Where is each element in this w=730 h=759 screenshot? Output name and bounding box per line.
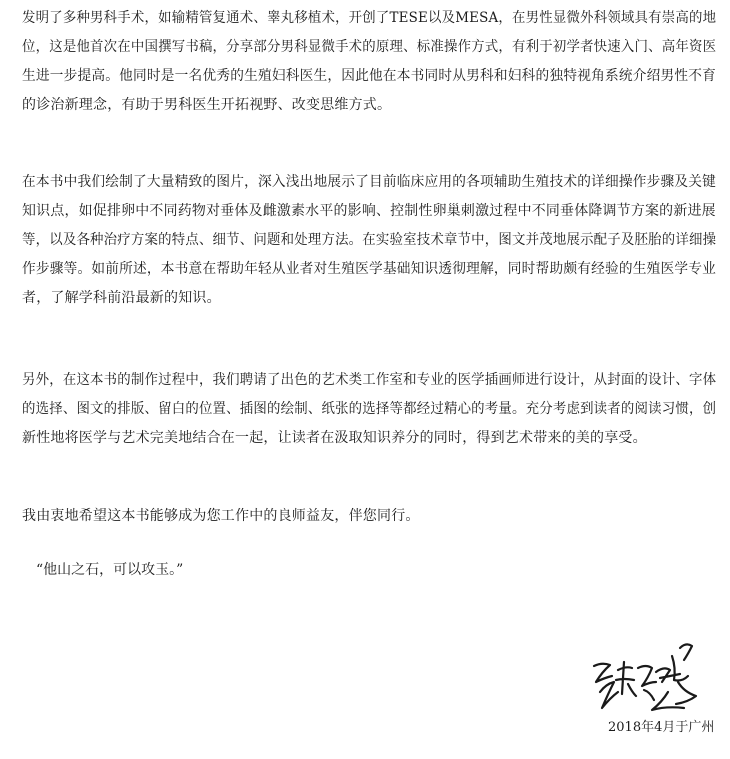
handwritten-signature [588,632,706,718]
text-line: 者，了解学科前沿最新的知识。 [22,290,221,306]
text-line: 作步骤等。如前所述，本书意在帮助年轻从业者对生殖医学基础知识透彻理解，同时帮助颇有经验的生殖医学专业 [22,261,716,277]
paragraph-1 [22,4,716,120]
text-line: 另外，在这本书的制作过程中，我们聘请了出色的艺术类工作室和专业的医学插画师进行设计，从封面的设计、字体 [22,372,717,388]
text-line: 新性地将医学与艺术完美地结合在一起，让读者在汲取知识养分的同时，得到艺术带来的美的享受。 [22,430,647,446]
text-line: 生进一步提高。他同时是一名优秀的生殖妇科医生，因此他在本书同时从男科和妇科的独特视角系统介绍男性不育 [22,68,716,84]
paragraph-4 [22,502,716,531]
date-place: 2018年4月于广州 [608,720,715,735]
proverb-quote: “他山之石，可以攻玉。” [36,562,184,578]
text-line: 的选择、图文的排版、留白的位置、插图的绘制、纸张的选择等都经过精心的考量。充分考虑到读者的阅读习惯，创 [22,401,717,417]
text-line: 我由衷地希望这本书能够成为您工作中的良师益友，伴您同行。 [22,508,420,524]
text-line: 等，以及各种治疗方案的特点、细节、问题和处理方法。在实验室技术章节中，图文并茂地展示配子及胚胎的详细操 [22,232,717,248]
text-line: 知识点，如促排卵中不同药物对垂体及雌激素水平的影响、控制性卵巢刺激过程中不同垂体降调节方案的新进展 [22,203,716,219]
text-line: 位，这是他首次在中国撰写书稿，分享部分男科显微手术的原理、标准操作方式，有利于初学者快速入门、高年资医 [22,39,717,55]
text-line: 发明了多种男科手术，如输精管复通术、睾丸移植术，开创了TESE以及MESA，在男性显微外科领域具有崇高的地 [22,10,717,26]
text-line: 在本书中我们绘制了大量精致的图片，深入浅出地展示了目前临床应用的各项辅助生殖技术的详细操作步骤及关键 [22,174,716,190]
paragraph-3 [22,366,716,453]
text-line: 的诊治新理念，有助于男科医生开拓视野、改变思维方式。 [22,97,392,113]
paragraph-2 [22,168,716,313]
